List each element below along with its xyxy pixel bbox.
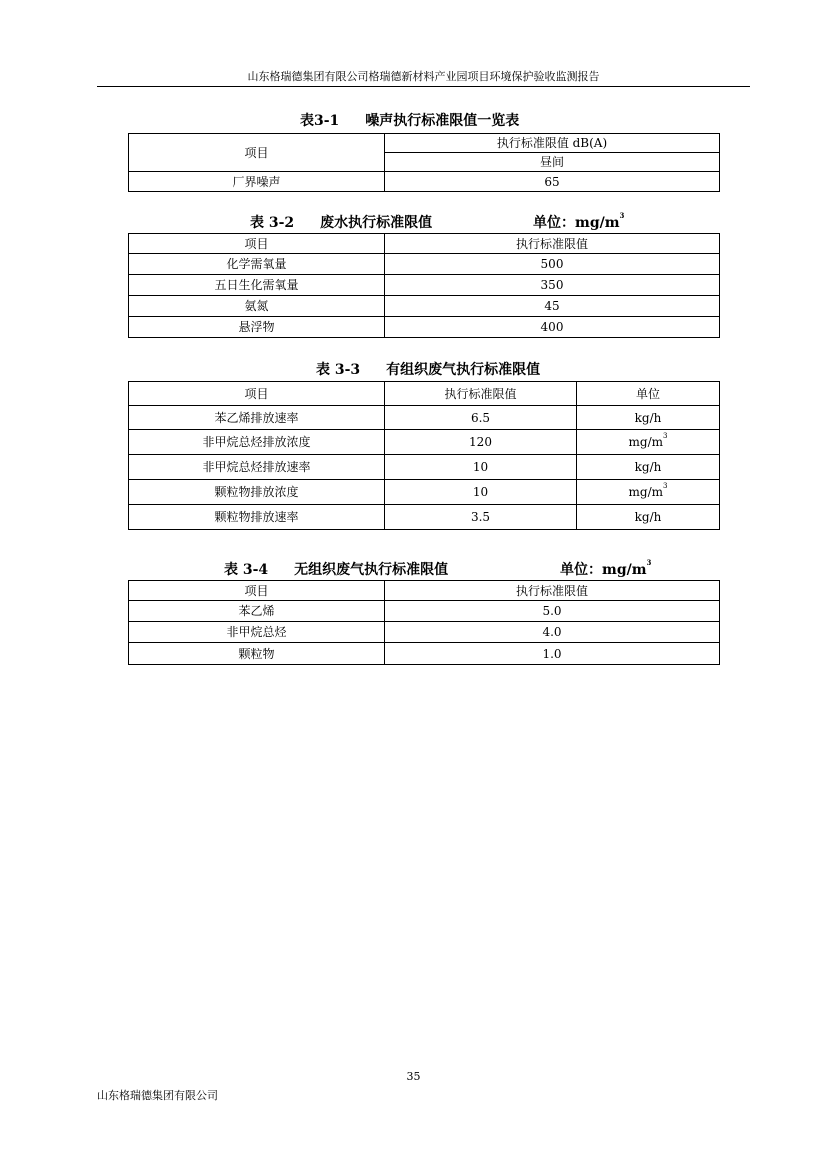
table4-row-value: 4.0 (385, 622, 720, 643)
table3-row-item: 非甲烷总烃排放浓度 (129, 430, 385, 455)
table1-caption (300, 112, 519, 130)
table1-header-period: 昼间 (385, 153, 720, 172)
table4-caption-number: 表 3-4 (224, 562, 269, 578)
table3-row-unit: kg/h (577, 406, 720, 430)
table4-caption-unit: 单位：$mg/m^3$ (560, 558, 652, 578)
table-row (129, 254, 720, 275)
table1-row-item: 厂界噪声 (129, 172, 385, 192)
table3-row-item: 苯乙烯排放速率 (129, 406, 385, 430)
table-row (129, 505, 720, 530)
table3-row-value: 3.5 (385, 505, 577, 530)
table1-header-standard: 执行标准限值 dB(A) (385, 134, 720, 153)
running-header: 山东格瑞德集团有限公司格瑞德新材料产业园项目环境保护验收监测报告 (247, 70, 600, 83)
footer-company: 山东格瑞德集团有限公司 (97, 1089, 218, 1102)
table3-row-item: 非甲烷总烃排放速率 (129, 455, 385, 480)
table4-caption-title: 无组织废气执行标准限值 (294, 562, 449, 578)
table3-row-item: 颗粒物排放速率 (129, 505, 385, 530)
table3-header-unit: 单位 (577, 382, 720, 406)
table1-row-value: 65 (385, 172, 720, 192)
table2-row-value: 400 (385, 317, 720, 338)
table-row (129, 480, 720, 505)
table3-row-value: 10 (385, 455, 577, 480)
table3-row-item: 颗粒物排放浓度 (129, 480, 385, 505)
table1-caption-title: 噪声执行标准限值一览表 (365, 113, 520, 129)
table2-caption-title: 废水执行标准限值 (320, 215, 433, 231)
table1-caption-number: 表3-1 (300, 113, 340, 129)
table3-caption-title: 有组织废气执行标准限值 (386, 362, 541, 378)
table3-row-value: 10 (385, 480, 577, 505)
table1-header-item: 项目 (129, 134, 385, 172)
table-row (129, 406, 720, 430)
table2-caption (250, 211, 650, 232)
table4-row-item: 颗粒物 (129, 643, 385, 665)
table2-caption-number: 表 3-2 (250, 215, 295, 231)
table2-row-item: 五日生化需氧量 (129, 275, 385, 296)
table4-row-value: 5.0 (385, 601, 720, 622)
table1 (128, 133, 720, 192)
table4-row-value: 1.0 (385, 643, 720, 665)
table2 (128, 233, 720, 338)
table3-row-value: 120 (385, 430, 577, 455)
table3-row-unit: kg/h (577, 505, 720, 530)
table3-header-standard: 执行标准限值 (385, 382, 577, 406)
table3-row-unit: $mg/m^3$ (577, 480, 720, 505)
header-rule (97, 86, 750, 87)
table2-row-item: 悬浮物 (129, 317, 385, 338)
table4-row-item: 非甲烷总烃 (129, 622, 385, 643)
table4-row-item: 苯乙烯 (129, 601, 385, 622)
table2-row-item: 氨氮 (129, 296, 385, 317)
table3-row-value: 6.5 (385, 406, 577, 430)
table-row (129, 430, 720, 455)
table4-caption (224, 558, 684, 579)
table2-header-standard: 执行标准限值 (385, 234, 720, 254)
table4-header-standard: 执行标准限值 (385, 581, 720, 601)
table2-row-value: 350 (385, 275, 720, 296)
table4-header-item: 项目 (129, 581, 385, 601)
table-row (129, 643, 720, 665)
table-row (129, 275, 720, 296)
table2-row-value: 500 (385, 254, 720, 275)
table3-caption (316, 361, 540, 379)
table3-caption-number: 表 3-3 (316, 362, 361, 378)
table2-caption-unit: 单位：$mg/m^3$ (533, 211, 625, 231)
table-row (129, 317, 720, 338)
table2-row-item: 化学需氧量 (129, 254, 385, 275)
table-row (129, 172, 720, 192)
table-row (129, 455, 720, 480)
table3-row-unit: kg/h (577, 455, 720, 480)
table-row (129, 601, 720, 622)
table3-row-unit: $mg/m^3$ (577, 430, 720, 455)
table-row (129, 622, 720, 643)
table4 (128, 580, 720, 665)
page-number: 35 (406, 1070, 421, 1083)
table2-row-value: 45 (385, 296, 720, 317)
table3 (128, 381, 720, 530)
table3-header-item: 项目 (129, 382, 385, 406)
table-row (129, 296, 720, 317)
table2-header-item: 项目 (129, 234, 385, 254)
